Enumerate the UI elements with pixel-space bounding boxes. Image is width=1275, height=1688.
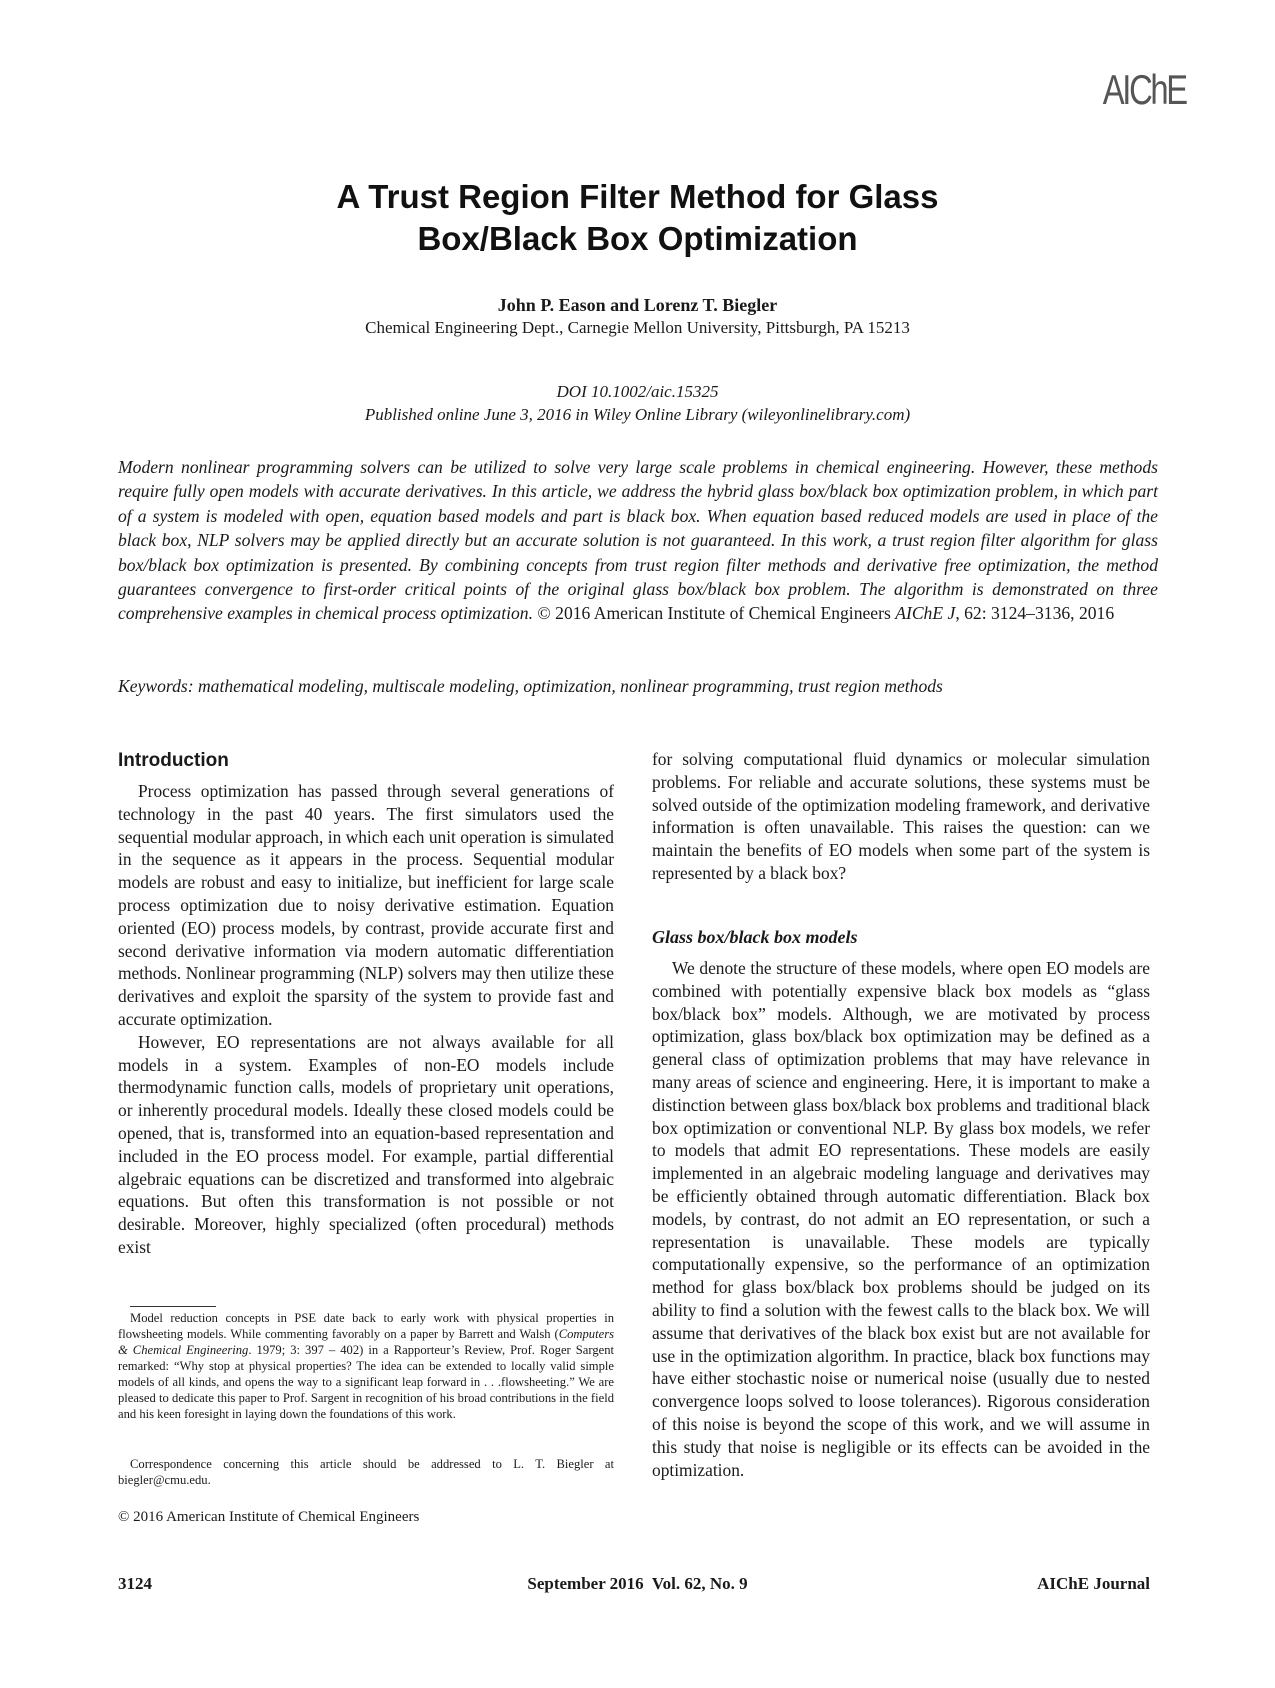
section-heading-introduction: Introduction [118,750,229,771]
intro-paragraph-2: However, EO representations are not always available for all models in a system. Examples of non-EO models include thermodynamic function calls, models of proprietary unit operations, or inherently procedural models. Ideally these closed models could be opened, that is, transformed into an equation-based representation and included in the EO process model. For example, partial differential algebraic equations can be discretized and transformed into algebraic equations. But often this transformation is not possible or not desirable. Moreover, highly specialized (often procedural) methods exist [118,1031,614,1257]
published-online: Published online June 3, 2016 in Wiley Online Library (wileyonlinelibrary.com) [364,405,911,424]
copyright-line: © 2016 American Institute of Chemical Engineers [118,1509,420,1525]
keywords: Keywords: mathematical modeling, multiscale modeling, optimization, nonlinear programming, trust region methods [118,676,943,696]
abstract [118,455,1158,626]
footer-page-number: 3124 [118,1574,152,1593]
footnote-divider [130,1306,216,1307]
footnote-text-b: . 1979; 3: 397 – 402) in a Rapporteur’s Review, Prof. Roger Sargent remarked: “Why stop at physical properties? The idea can be extended to locally valid simple models of all kinds, and opens the way to a significant leap forward in . . .flowsheeting.” We are pleased to dedicate this paper to Prof. Sargent in recognition of his broad contributions in the field and his keen foresight in laying down the foundations of this work. [118,1343,614,1421]
dedication-footnote [118,1310,614,1422]
abstract-citation: , 62: 3124–3136, 2016 [955,603,1115,624]
footer-issue: September 2016 Vol. 62, No. 9 [527,1574,748,1593]
right-column-bottom [652,957,1150,1481]
title-line-1: A Trust Region Filter Method for Glass [336,178,939,215]
footnote-journal: Computers & Chemical Engineering [118,1327,614,1357]
paper-title [0,176,1275,260]
right-column-top [652,748,1150,885]
title-line-2: Box/Black Box Optimization [417,220,858,257]
journal-logo: AIChE [1102,66,1186,113]
left-column [118,780,614,1259]
affiliation: Chemical Engineering Dept., Carnegie Mellon University, Pittsburgh, PA 15213 [365,318,910,337]
intro-paragraph-1: Process optimization has passed through several generations of technology in the past 40 years. The first simulators used the sequential modular approach, in which each unit operation is simulated in the sequence as it appears in the process. Sequential modular models are robust and easy to initialize, but inefficient for large scale process optimization due to noisy derivative estimation. Equation oriented (EO) process models, by contrast, provide accurate first and second derivative information via modern automatic differentiation methods. Nonlinear programming (NLP) solvers may then utilize these derivatives and exploit the sparsity of the system to provide fast and accurate optimization. [118,781,614,1029]
authors: John P. Eason and Lorenz T. Biegler [497,295,778,315]
abstract-journal: AIChE J [895,603,956,624]
abstract-copyright: © 2016 American Institute of Chemical Engineers [537,603,896,624]
footer-journal: AIChE Journal [1037,1574,1150,1593]
abstract-text: Modern nonlinear programming solvers can be utilized to solve very large scale problems in chemical engineering. However, these methods require fully open models with accurate derivatives. In this article, we address the hybrid glass box/black box optimization problem, in which part of a system is modeled with open, equation based models and part is black box. When equation based reduced models are used in place of the black box, NLP solvers may be applied directly but an accurate solution is not guaranteed. In this work, a trust region filter algorithm for glass box/black box optimization is presented. By combining concepts from trust region filter methods and derivative free optimization, the method guarantees convergence to first-order critical points of the original glass box/black box problem. The algorithm is demonstrated on three comprehensive examples in chemical process optimization. [118,457,1158,624]
subsection-heading: Glass box/black box models [652,927,858,947]
doi: DOI 10.1002/aic.15325 [556,382,719,401]
right-paragraph-2: We denote the structure of these models, where open EO models are combined with potentially expensive black box models as “glass box/black box” models. Although, we are motivated by process optimization, glass box/black box optimization may be defined as a general class of optimization problems that may have relevance in many areas of science and engineering. Here, it is important to make a distinction between glass box/black box problems and traditional black box optimization or conventional NLP. By glass box models, we refer to models that admit EO representations. These models are easily implemented in an algebraic modeling language and derivatives may be efficiently obtained through automatic differentiation. Black box models, by contrast, do not admit an EO representation, or such a representation is unavailable. These models are typically computationally expensive, so the performance of an optimization method for glass box/black box problems should be judged on its ability to find a solution with the fewest calls to the black box. We will assume that derivatives of the black box exist but are not available for use in the optimization algorithm. In practice, black box functions may have either stochastic noise or numerical noise (usually due to nested convergence loops solved to loose tolerances). Rigorous consideration of this noise is beyond the scope of this work, and we will assume in this study that noise is negligible or its effects can be avoided in the optimization. [652,958,1150,1480]
correspondence-note [118,1456,614,1488]
right-paragraph-1: for solving computational fluid dynamics or molecular simulation problems. For reliable and accurate solutions, these systems must be solved outside of the optimization modeling framework, and derivative information is often unavailable. This raises the question: can we maintain the benefits of EO models when some part of the system is represented by a black box? [652,749,1150,883]
footnote-text-a: Model reduction concepts in PSE date back to early work with physical properties in flowsheeting models. While commenting favorably on a paper by Barrett and Walsh ( [118,1311,614,1341]
correspondence-text: Correspondence concerning this article should be addressed to L. T. Biegler at biegler@cmu.edu. [118,1457,614,1487]
